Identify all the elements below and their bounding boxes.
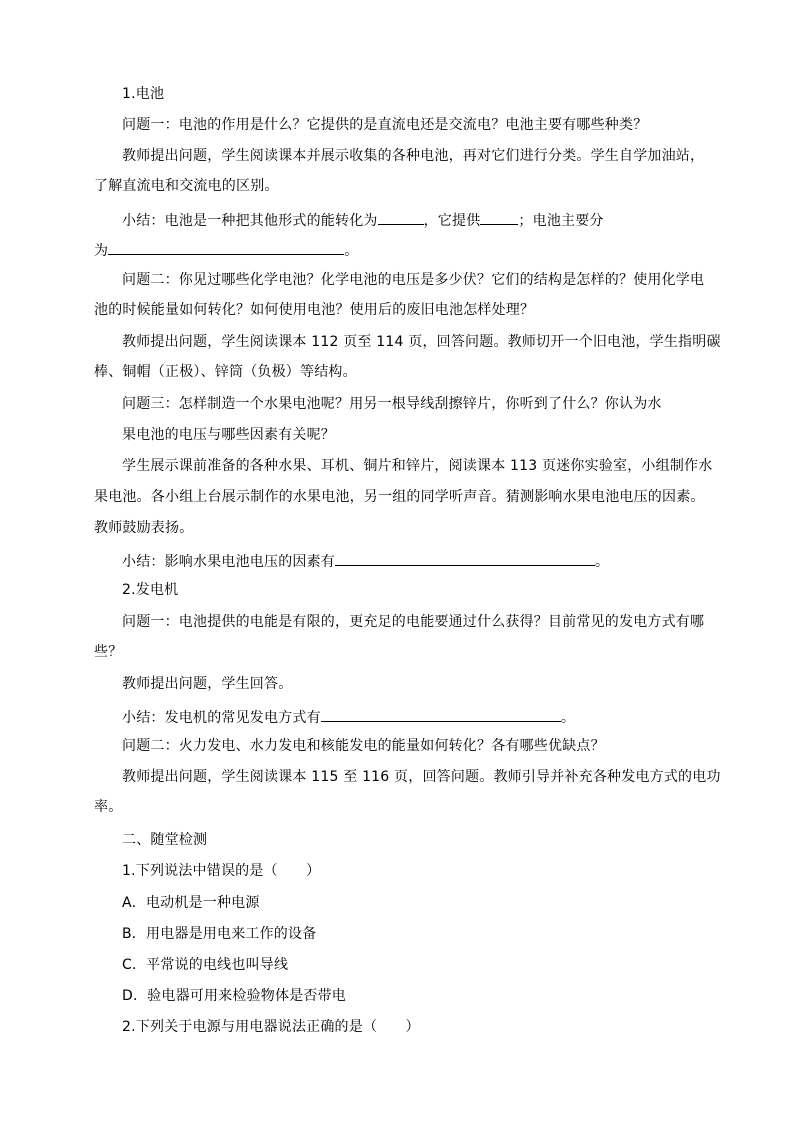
teacher-paragraph-1-line-2: 了解直流电和交流电的区别。 [94,178,279,194]
generator-teacher-paragraph-line-2: 率。 [94,799,123,815]
student-paragraph-line-3: 教师鼓励表扬。 [94,520,194,536]
summary-1-text-e: 。 [344,243,359,259]
student-paragraph-line-1: 学生展示课前准备的各种水果、耳机、铜片和锌片，阅读课本 113 页迷你实验室，小组制作水 [122,458,713,474]
quiz-question-1-option-a: A．电动机是一种电源 [122,895,260,911]
generator-teacher-paragraph-line-1: 教师提出问题，学生阅读课本 115 至 116 页，回答问题。教师引导并补充各种发电方式的电功 [122,769,721,785]
generator-question-1-line-2: 些？ [94,644,123,660]
question-2-line-1: 问题二：你见过哪些化学电池？化学电池的电压是多少伏？它们的结构是怎样的？使用化学电 [122,272,705,288]
question-3-line-2: 果电池的电压与哪些因素有关呢？ [122,427,335,443]
section-heading-battery: 1.电池 [122,86,165,102]
question-1-battery: 问题一：电池的作用是什么？它提供的是直流电还是交流电？电池主要有哪些种类？ [122,117,648,133]
student-paragraph-line-2: 果电池。各小组上台展示制作的水果电池，另一组的同学听声音。猜测影响水果电池电压的因素。 [94,489,705,505]
generator-teacher-line: 教师提出问题，学生回答。 [122,676,293,692]
summary-1-text-c: ；电池主要分 [518,213,604,229]
summary-generator-text-b: 。 [560,710,576,726]
fill-blank-voltage-factors [335,549,595,566]
summary-3 [122,549,742,572]
summary-generator-text-a: 小结：发电机的常见发电方式有 [122,710,321,726]
quiz-question-1-option-c: C．平常说的电线也叫导线 [122,957,289,973]
generator-question-1-line-1: 问题一：电池提供的电能是有限的，更充足的电能要通过什么获得？目前常见的发电方式有哪 [122,614,705,630]
generator-question-2: 问题二：火力发电、水力发电和核能发电的能量如何转化？各有哪些优缺点？ [122,738,605,754]
summary-1-text-a: 小结：电池是一种把其他形式的能转化为 [122,213,378,229]
summary-generator [122,705,742,728]
summary-1-line-2 [94,238,714,261]
quiz-question-1-option-d: D．验电器可用来检验物体是否带电 [122,988,346,1004]
question-3-line-1: 问题三：怎样制造一个水果电池呢？用另一根导线刮擦锌片，你听到了什么？你认为水 [122,396,662,412]
summary-1-text-d: 为 [94,243,109,259]
question-2-line-2: 池的时候能量如何转化？如何使用电池？使用后的废旧电池怎样处理？ [94,302,535,318]
summary-3-text-a: 小结：影响水果电池电压的因素有 [122,554,335,570]
quiz-question-1-option-b: B．用电器是用电来工作的设备 [122,926,317,942]
teacher-paragraph-2-line-1: 教师提出问题，学生阅读课本 112 页至 114 页，回答问题。教师切开一个旧电池，学生指明碳 [122,334,721,350]
fill-blank-battery-types [108,238,344,255]
fill-blank-current [480,208,518,225]
summary-1-text-b: ，它提供 [423,213,481,229]
teacher-paragraph-1-line-1: 教师提出问题，学生阅读课本并展示收集的各种电池，再对它们进行分类。学生自学加油站， [122,148,705,164]
fill-blank-energy [378,208,424,225]
section-heading-generator: 2.发电机 [122,582,179,598]
summary-3-text-b: 。 [595,554,610,570]
section-heading-quiz: 二、随堂检测 [122,832,208,848]
summary-1 [122,208,742,231]
quiz-question-1: 1.下列说法中错误的是（ ） [122,863,321,879]
quiz-question-2: 2.下列关于电源与用电器说法正确的是（ ） [122,1019,420,1035]
teacher-paragraph-2-line-2: 棒、铜帽（正极）、锌筒（负极）等结构。 [94,364,357,380]
fill-blank-generation-methods [321,705,561,722]
